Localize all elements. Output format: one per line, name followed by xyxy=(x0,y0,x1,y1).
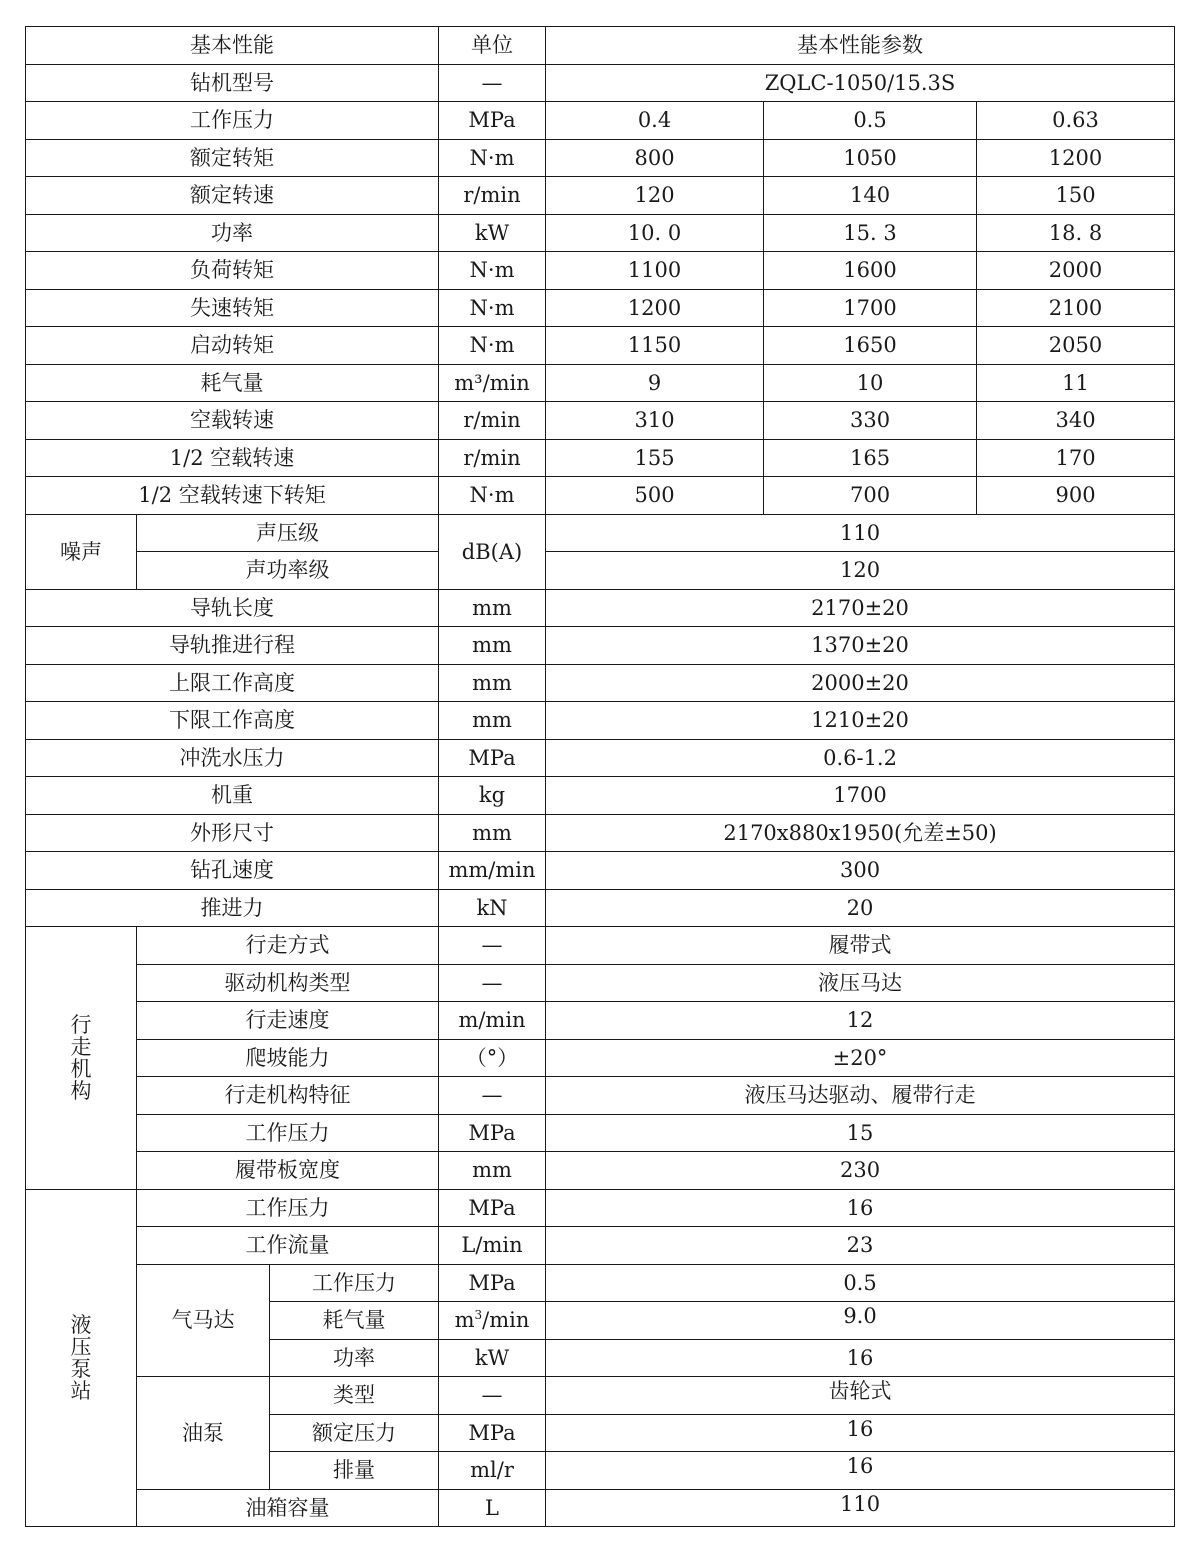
general-row xyxy=(26,815,1175,852)
value-1: 0.4 xyxy=(546,102,764,140)
row-label: 驱动机构类型 xyxy=(137,965,439,1002)
row-value: 15 xyxy=(546,1115,1175,1152)
value-3: 2000 xyxy=(977,252,1175,290)
row-value: 履带式 xyxy=(546,927,1175,965)
value-3: 150 xyxy=(977,177,1175,215)
row-unit: — xyxy=(439,1377,546,1415)
row-label: 负荷转矩 xyxy=(26,252,439,290)
noise-row xyxy=(26,515,1175,552)
row-value: 2170x880x1950(允差±50) xyxy=(546,815,1175,852)
header-params: 基本性能参数 xyxy=(546,27,1175,65)
row-unit: L/min xyxy=(439,1227,546,1265)
row-unit: mm xyxy=(439,627,546,665)
row-unit: mm xyxy=(439,1152,546,1190)
value-3: 2100 xyxy=(977,290,1175,327)
value-1: 155 xyxy=(546,440,764,477)
row-label: 声功率级 xyxy=(137,552,439,590)
row-value: 0.6-1.2 xyxy=(546,740,1175,777)
row-label: 工作压力 xyxy=(137,1190,439,1227)
row-label: 功率 xyxy=(26,215,439,252)
pump-group-label xyxy=(26,1190,137,1527)
value-3: 0.63 xyxy=(977,102,1175,140)
row-value: ZQLC-1050/15.3S xyxy=(546,65,1175,102)
value-2: 165 xyxy=(764,440,977,477)
value-2: 140 xyxy=(764,177,977,215)
value-1: 1150 xyxy=(546,327,764,365)
row-unit: mm xyxy=(439,815,546,852)
value-2: 330 xyxy=(764,402,977,440)
perf-row xyxy=(26,327,1175,365)
row-label: 声压级 xyxy=(137,515,439,552)
row-value: 2000±20 xyxy=(546,665,1175,702)
row-value: 1700 xyxy=(546,777,1175,815)
air-motor-row xyxy=(26,1265,1175,1302)
value-3: 1200 xyxy=(977,140,1175,177)
row-unit: N·m xyxy=(439,477,546,515)
row-value: 16 xyxy=(546,1415,1175,1452)
travel-row xyxy=(26,965,1175,1002)
travel-row xyxy=(26,1152,1175,1190)
row-unit: MPa xyxy=(439,740,546,777)
air-motor-group-label: 气马达 xyxy=(137,1265,270,1377)
row-unit: r/min xyxy=(439,177,546,215)
row-unit: N·m xyxy=(439,327,546,365)
row-unit: kN xyxy=(439,890,546,927)
row-label: 钻孔速度 xyxy=(26,852,439,890)
row-unit: MPa xyxy=(439,102,546,140)
row-unit: m³/min xyxy=(439,365,546,402)
row-unit: mm xyxy=(439,590,546,627)
travel-row xyxy=(26,1002,1175,1040)
perf-row xyxy=(26,215,1175,252)
row-label: 工作压力 xyxy=(270,1265,439,1302)
row-label: 工作流量 xyxy=(137,1227,439,1265)
value-1: 310 xyxy=(546,402,764,440)
row-value: 液压马达驱动、履带行走 xyxy=(546,1077,1175,1115)
row-label: 排量 xyxy=(270,1452,439,1490)
row-label: 1/2 空载转速 xyxy=(26,440,439,477)
row-label: 行走速度 xyxy=(137,1002,439,1040)
row-value: 2170±20 xyxy=(546,590,1175,627)
row-unit: kg xyxy=(439,777,546,815)
perf-row xyxy=(26,252,1175,290)
row-label: 履带板宽度 xyxy=(137,1152,439,1190)
unit-exponent: 3 xyxy=(474,1308,483,1323)
travel-group-label xyxy=(26,927,137,1190)
row-label: 油箱容量 xyxy=(137,1490,439,1527)
noise-group-label: 噪声 xyxy=(26,515,137,590)
value-2: 15. 3 xyxy=(764,215,977,252)
row-label: 导轨推进行程 xyxy=(26,627,439,665)
row-unit: — xyxy=(439,65,546,102)
row-unit: kW xyxy=(439,1340,546,1377)
value-2: 700 xyxy=(764,477,977,515)
value-2: 1700 xyxy=(764,290,977,327)
row-label: 导轨长度 xyxy=(26,590,439,627)
noise-unit: dB(A) xyxy=(439,515,546,590)
row-value: 齿轮式 xyxy=(546,1377,1175,1415)
row-label: 耗气量 xyxy=(270,1302,439,1340)
perf-row xyxy=(26,365,1175,402)
perf-row xyxy=(26,477,1175,515)
row-unit: MPa xyxy=(439,1115,546,1152)
header-item: 基本性能 xyxy=(26,27,439,65)
row-value: 12 xyxy=(546,1002,1175,1040)
general-row xyxy=(26,702,1175,740)
row-value: 20 xyxy=(546,890,1175,927)
row-label: 推进力 xyxy=(26,890,439,927)
row-unit: mm xyxy=(439,702,546,740)
travel-group-text: 行 走 机 构 xyxy=(70,1012,92,1104)
row-unit: （°） xyxy=(439,1040,546,1077)
row-label: 上限工作高度 xyxy=(26,665,439,702)
row-label: 功率 xyxy=(270,1340,439,1377)
value-1: 1200 xyxy=(546,290,764,327)
row-unit: L xyxy=(439,1490,546,1527)
row-label: 冲洗水压力 xyxy=(26,740,439,777)
row-unit: MPa xyxy=(439,1415,546,1452)
row-unit: — xyxy=(439,927,546,965)
row-unit: mm xyxy=(439,665,546,702)
value-3: 2050 xyxy=(977,327,1175,365)
row-unit: kW xyxy=(439,215,546,252)
row-label: 行走方式 xyxy=(137,927,439,965)
value-1: 120 xyxy=(546,177,764,215)
row-label: 钻机型号 xyxy=(26,65,439,102)
value-3: 11 xyxy=(977,365,1175,402)
noise-row xyxy=(26,552,1175,590)
perf-row xyxy=(26,440,1175,477)
oil-pump-row xyxy=(26,1377,1175,1415)
row-unit xyxy=(439,1302,546,1340)
unit-suffix: /min xyxy=(482,1308,530,1333)
unit-base: m xyxy=(454,1308,475,1333)
general-row xyxy=(26,852,1175,890)
spec-table xyxy=(25,26,1175,1527)
row-label: 额定转矩 xyxy=(26,140,439,177)
row-label: 空载转速 xyxy=(26,402,439,440)
perf-row xyxy=(26,290,1175,327)
row-value: 110 xyxy=(546,515,1175,552)
row-unit: — xyxy=(439,965,546,1002)
row-label: 行走机构特征 xyxy=(137,1077,439,1115)
row-value: 9.0 xyxy=(546,1302,1175,1340)
value-2: 1600 xyxy=(764,252,977,290)
value-1: 500 xyxy=(546,477,764,515)
value-1: 10. 0 xyxy=(546,215,764,252)
row-unit: m/min xyxy=(439,1002,546,1040)
pump-row xyxy=(26,1190,1175,1227)
general-row xyxy=(26,777,1175,815)
value-3: 170 xyxy=(977,440,1175,477)
oil-pump-group-label: 油泵 xyxy=(137,1377,270,1490)
header-unit: 单位 xyxy=(439,27,546,65)
row-unit: mm/min xyxy=(439,852,546,890)
model-row xyxy=(26,65,1175,102)
perf-row xyxy=(26,102,1175,140)
travel-row xyxy=(26,1077,1175,1115)
value-3: 900 xyxy=(977,477,1175,515)
row-label: 机重 xyxy=(26,777,439,815)
row-unit: ml/r xyxy=(439,1452,546,1490)
row-value: 1370±20 xyxy=(546,627,1175,665)
row-value: 300 xyxy=(546,852,1175,890)
value-1: 800 xyxy=(546,140,764,177)
row-label: 耗气量 xyxy=(26,365,439,402)
value-2: 1650 xyxy=(764,327,977,365)
row-value: 120 xyxy=(546,552,1175,590)
row-unit: N·m xyxy=(439,140,546,177)
value-1: 1100 xyxy=(546,252,764,290)
general-row xyxy=(26,590,1175,627)
row-value: 16 xyxy=(546,1190,1175,1227)
general-row xyxy=(26,890,1175,927)
travel-row xyxy=(26,927,1175,965)
row-label: 类型 xyxy=(270,1377,439,1415)
row-unit: — xyxy=(439,1077,546,1115)
general-row xyxy=(26,627,1175,665)
tank-row xyxy=(26,1490,1175,1527)
row-label: 爬坡能力 xyxy=(137,1040,439,1077)
row-value: 液压马达 xyxy=(546,965,1175,1002)
row-unit: r/min xyxy=(439,402,546,440)
perf-row xyxy=(26,402,1175,440)
row-unit: r/min xyxy=(439,440,546,477)
header-row xyxy=(26,27,1175,65)
row-label: 启动转矩 xyxy=(26,327,439,365)
perf-row xyxy=(26,140,1175,177)
row-label: 1/2 空载转速下转矩 xyxy=(26,477,439,515)
row-unit: MPa xyxy=(439,1265,546,1302)
value-1: 9 xyxy=(546,365,764,402)
value-2: 0.5 xyxy=(764,102,977,140)
pump-row xyxy=(26,1227,1175,1265)
row-value: 16 xyxy=(546,1452,1175,1490)
row-label: 外形尺寸 xyxy=(26,815,439,852)
row-label: 工作压力 xyxy=(26,102,439,140)
row-value: 0.5 xyxy=(546,1265,1175,1302)
row-value: 110 xyxy=(546,1490,1175,1527)
row-unit: N·m xyxy=(439,290,546,327)
travel-row xyxy=(26,1040,1175,1077)
pump-group-text: 液 压 泵 站 xyxy=(70,1312,92,1404)
row-value: 1210±20 xyxy=(546,702,1175,740)
travel-row xyxy=(26,1115,1175,1152)
value-3: 18. 8 xyxy=(977,215,1175,252)
row-unit: N·m xyxy=(439,252,546,290)
row-value: ±20° xyxy=(546,1040,1175,1077)
row-label: 额定压力 xyxy=(270,1415,439,1452)
perf-row xyxy=(26,177,1175,215)
row-unit: MPa xyxy=(439,1190,546,1227)
row-label: 失速转矩 xyxy=(26,290,439,327)
row-label: 额定转速 xyxy=(26,177,439,215)
row-value: 230 xyxy=(546,1152,1175,1190)
general-row xyxy=(26,665,1175,702)
value-3: 340 xyxy=(977,402,1175,440)
row-value: 16 xyxy=(546,1340,1175,1377)
row-value: 23 xyxy=(546,1227,1175,1265)
row-label: 下限工作高度 xyxy=(26,702,439,740)
value-2: 10 xyxy=(764,365,977,402)
value-2: 1050 xyxy=(764,140,977,177)
row-label: 工作压力 xyxy=(137,1115,439,1152)
general-row xyxy=(26,740,1175,777)
